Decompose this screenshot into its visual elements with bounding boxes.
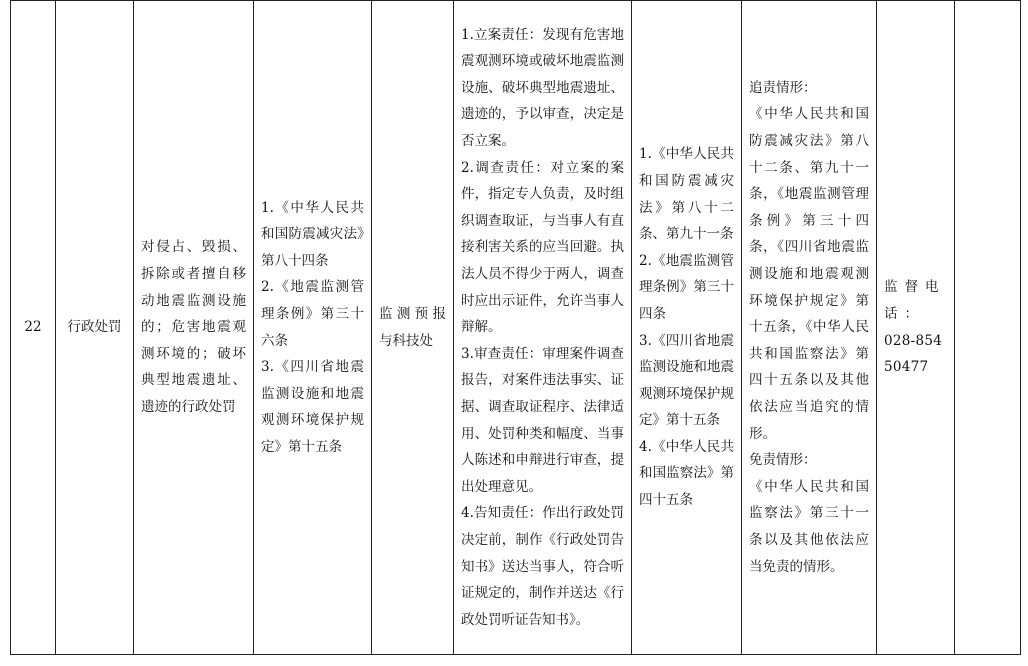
row-number-cell: 22	[11, 1, 56, 655]
supervision-phone: 028-85450477	[884, 332, 943, 376]
supervision-cell	[877, 1, 955, 655]
department-cell: 监测预报与科技处	[372, 1, 454, 655]
power-list-table	[10, 0, 1021, 655]
supervision-label: 监督电话：	[884, 279, 946, 322]
item-name-cell: 对侵占、毁损、拆除或者擅自移动地震监测设施的；危害地震观测环境的；破坏典型地震遗址、遗迹的行政处罚	[134, 1, 254, 655]
responsibilities-cell: 1.立案责任：发现有危害地震观测环境或破坏地震监测设施、破坏典型地震遗址、遗迹的，予以审查，决定是否立案。 2.调查责任：对立案的案件，指定专人负责，及时组织调查取证，与当事人有直接利害关系的应当回避。执法人员不得少于两人，调查时应出示证件，允许当事人辩解。 3.审查责任：审理案件调查报告，对案件违法事实、证据、调查取证程序、法律适用、处罚种类和幅度、当事人陈述和申辩进行审查，提出处理意见。 4.告知责任：作出行政处罚决定前，制作《行政处罚告知书》送达当事人，符合听证规定的，制作并送达《行政处罚听证告知书》。	[454, 1, 632, 655]
remark-cell	[955, 1, 1021, 655]
accountability-cell: 追责情形： 《中华人民共和国防震减灾法》第八十二条、第九十一条，《地震监测管理条例》第三十四条，《四川省地震监测设施和地震观测环境保护规定》第十五条，《中华人民共和国监察法》第四十五条以及其他依法应当追究的情形。 免责情形： 《中华人民共和国监察法》第三十一条以及其他依法应当免责的情形。	[742, 1, 877, 655]
power-category-cell: 行政处罚	[56, 1, 134, 655]
responsibility-basis-cell: 1.《中华人民共和国防震减灾法》第八十二条、第九十一条 2.《地震监测管理条例》第三十四条 3.《四川省地震监测设施和地震观测环境保护规定》第十五条 4.《中华人民共和国监察法》第四十五条	[632, 1, 742, 655]
table-row	[11, 1, 1021, 655]
legal-basis-cell: 1.《中华人民共和国防震减灾法》第八十四条 2.《地震监测管理条例》第三十六条 3.《四川省地震监测设施和地震观测环境保护规定》第十五条	[254, 1, 372, 655]
